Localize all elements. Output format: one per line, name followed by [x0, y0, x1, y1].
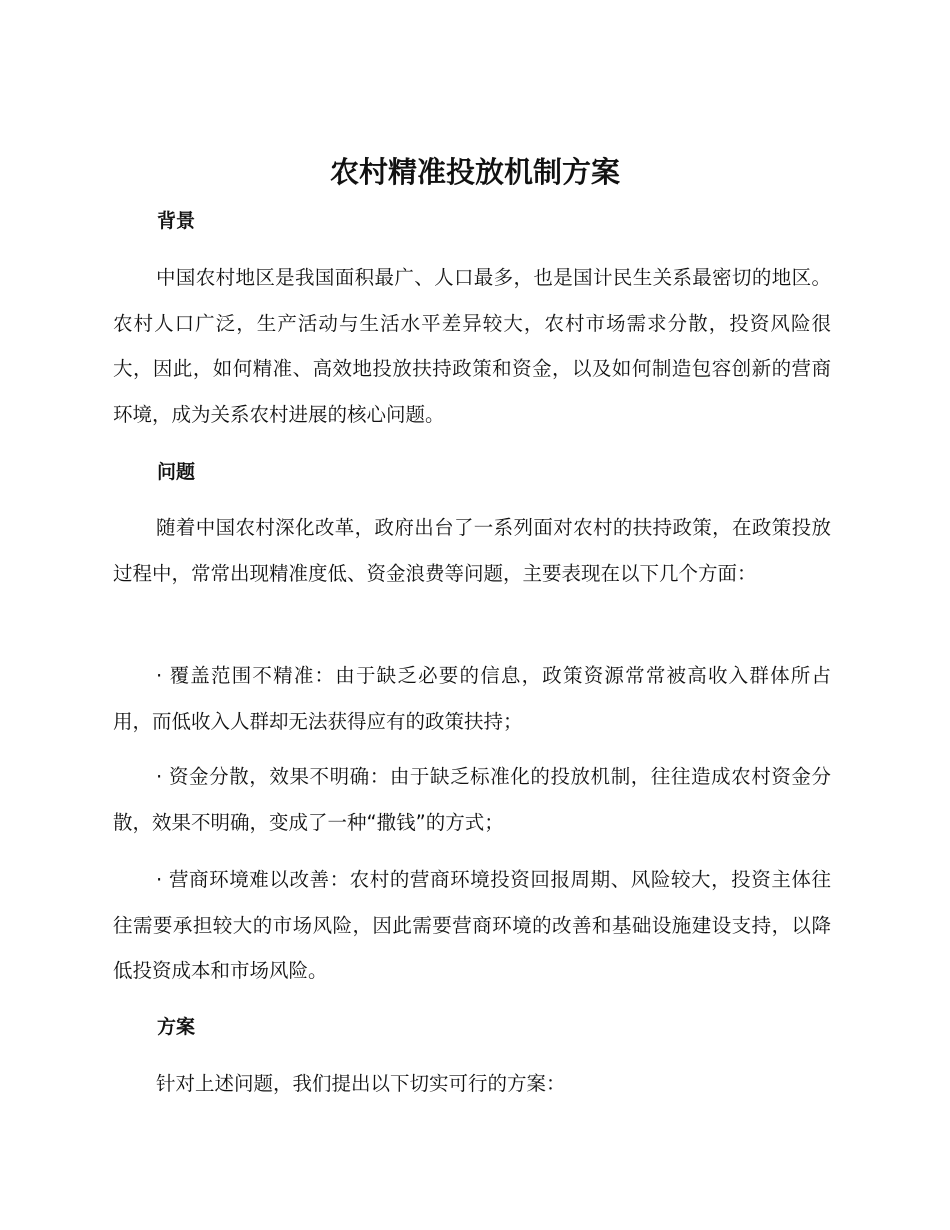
- problem-bullet-business-environment: · 营商环境难以改善：农村的营商环境投资回报周期、风险较大，投资主体往往需要承担较大的市场风险，因此需要营商环境的改善和基础设施建设支持，以降低投资成本和市场风险。: [113, 868, 831, 982]
- section-heading-problem: 问题: [157, 461, 196, 483]
- problem-bullet-funding: · 资金分散，效果不明确：由于缺乏标准化的投放机制，往往造成农村资金分散，效果不明确，变成了一种“撒钱”的方式；: [113, 765, 831, 834]
- document-title: 农村精准投放机制方案: [329, 155, 620, 189]
- problem-intro-paragraph: 随着中国农村深化改革，政府出台了一系列面对农村的扶持政策，在政策投放过程中，常常出现精准度低、资金浪费等问题，主要表现在以下几个方面：: [113, 516, 831, 585]
- problem-bullet-coverage: · 覆盖范围不精准：由于缺乏必要的信息，政策资源常常被高收入群体所占用，而低收入人群却无法获得应有的政策扶持；: [113, 664, 831, 733]
- section-heading-background: 背景: [157, 210, 196, 232]
- background-paragraph: 中国农村地区是我国面积最广、人口最多，也是国计民生关系最密切的地区。农村人口广泛，生产活动与生活水平差异较大，农村市场需求分散，投资风险很大，因此，如何精准、高效地投放扶持政策和资金，以及如何制造包容创新的营商环境，成为关系农村进展的核心问题。: [113, 266, 831, 426]
- solution-intro-paragraph: 针对上述问题，我们提出以下切实可行的方案：: [156, 1072, 566, 1095]
- section-heading-solution: 方案: [157, 1016, 196, 1038]
